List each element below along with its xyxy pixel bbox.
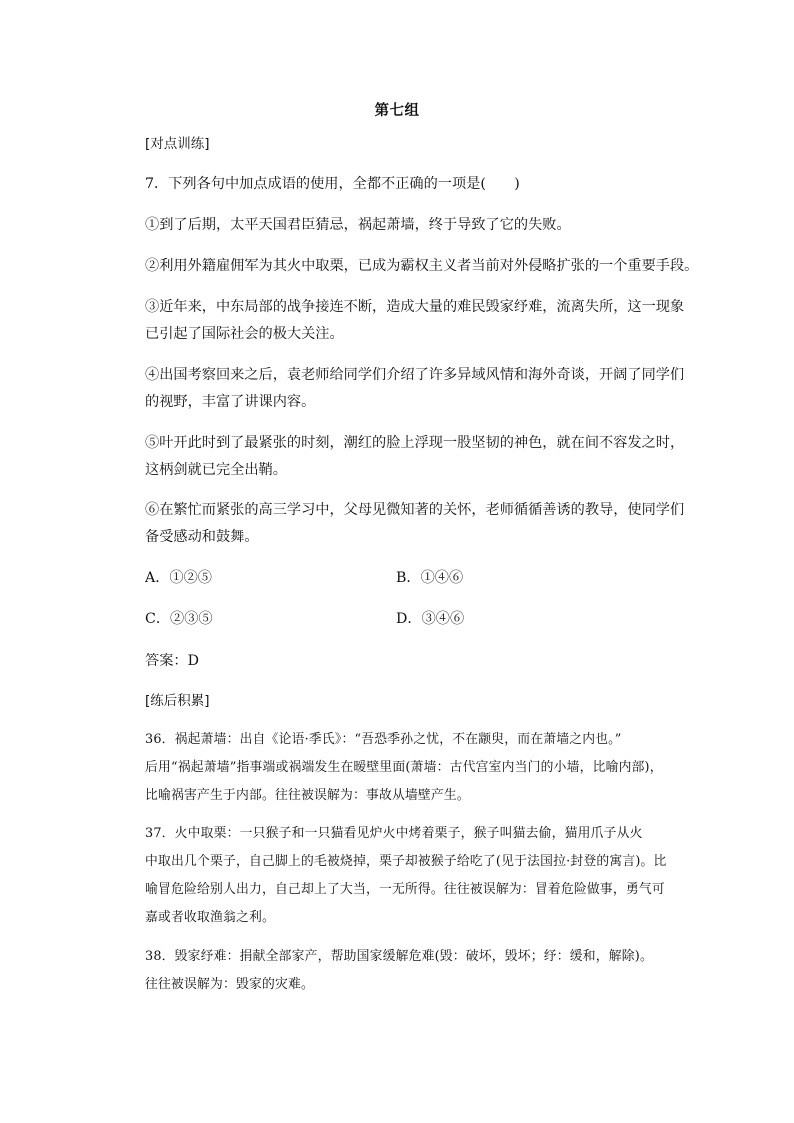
note-38-line-1: 38．毁家纾难：捐献全部家产，帮助国家缓解危难(毁：破坏，毁坏；纾：缓和，解除)。: [145, 949, 653, 964]
sentence-6-line-2: 备受感动和鼓舞。: [145, 529, 259, 545]
option-a: A．①②⑤: [145, 570, 212, 586]
note-37-line-1: 37．火中取栗：一只猴子和一只猫看见炉火中烤着栗子，猴子叫猫去偷，猫用爪子从火: [145, 826, 643, 841]
page-title: 第七组: [374, 103, 420, 119]
sentence-4-line-1: ④出国考察回来之后，袁老师给同学们介绍了许多异域风情和海外奇谈，开阔了同学们: [145, 367, 685, 383]
option-d: D．③④⑥: [396, 611, 465, 627]
sentence-4: [145, 362, 685, 416]
question-stem: 7．下列各句中加点成语的使用，全都不正确的一项是( ): [145, 176, 520, 192]
sentence-5: [145, 430, 685, 484]
note-37: [145, 820, 665, 932]
note-37-line-4: 嘉或者收取渔翁之利。: [145, 910, 275, 925]
note-36-line-1: 36．祸起萧墙：出自《论语·季氏》：“吾恐季孙之忧，不在颛臾，而在萧墙之内也。”: [145, 732, 622, 747]
sentence-4-line-2: 的视野，丰富了讲课内容。: [145, 394, 316, 410]
sentence-6-line-1: ⑥在繁忙而紧张的高三学习中，父母见微知著的关怀，老师循循善诱的教导，使同学们: [145, 502, 685, 518]
sentence-2: ②利用外籍雇佣军为其火中取栗，已成为霸权主义者当前对外侵略扩张的一个重要手段。: [145, 258, 699, 274]
sentence-5-line-1: ⑤叶开此时到了最紧张的时刻，潮红的脸上浮现一股坚韧的神色，就在间不容发之时，: [145, 435, 685, 451]
sentence-3: [145, 294, 685, 348]
note-36-line-3: 比喻祸害产生于内部。往往被误解为：事故从墙壁产生。: [145, 788, 470, 803]
section-heading-accumulation: [练后积累]: [145, 693, 210, 709]
note-36-line-2: 后用“祸起萧墙”指事端或祸端发生在暧壁里面(萧墙：古代宫室内当门的小墙，比喻内部)，: [145, 760, 663, 775]
option-b: B．①④⑥: [396, 570, 464, 586]
option-c: C．②③⑤: [145, 611, 213, 627]
sentence-5-line-2: 这柄剑就已完全出鞘。: [145, 462, 287, 478]
section-heading-practice: [对点训练]: [145, 136, 210, 152]
note-36: [145, 726, 665, 810]
sentence-1: ①到了后期，太平天国君臣猜忌，祸起萧墙，终于导致了它的失败。: [145, 217, 571, 233]
sentence-3-line-1: ③近年来，中东局部的战争接连不断，造成大量的难民毁家纾难，流离失所，这一现象: [145, 299, 685, 315]
note-38-line-2: 往往被误解为：毁家的灾难。: [145, 977, 314, 992]
note-37-line-3: 喻冒危险给别人出力，自己却上了大当，一无所得。往往被误解为：冒着危险做事，勇气可: [145, 882, 665, 897]
note-38: [145, 943, 665, 999]
sentence-6: [145, 497, 685, 551]
note-37-line-2: 中取出几个栗子，自己脚上的毛被烧掉，栗子却被猴子给吃了(见于法国拉·封登的寓言)。比: [145, 854, 667, 869]
answer: 答案：D: [145, 653, 199, 669]
sentence-3-line-2: 已引起了国际社会的极大关注。: [145, 326, 344, 342]
